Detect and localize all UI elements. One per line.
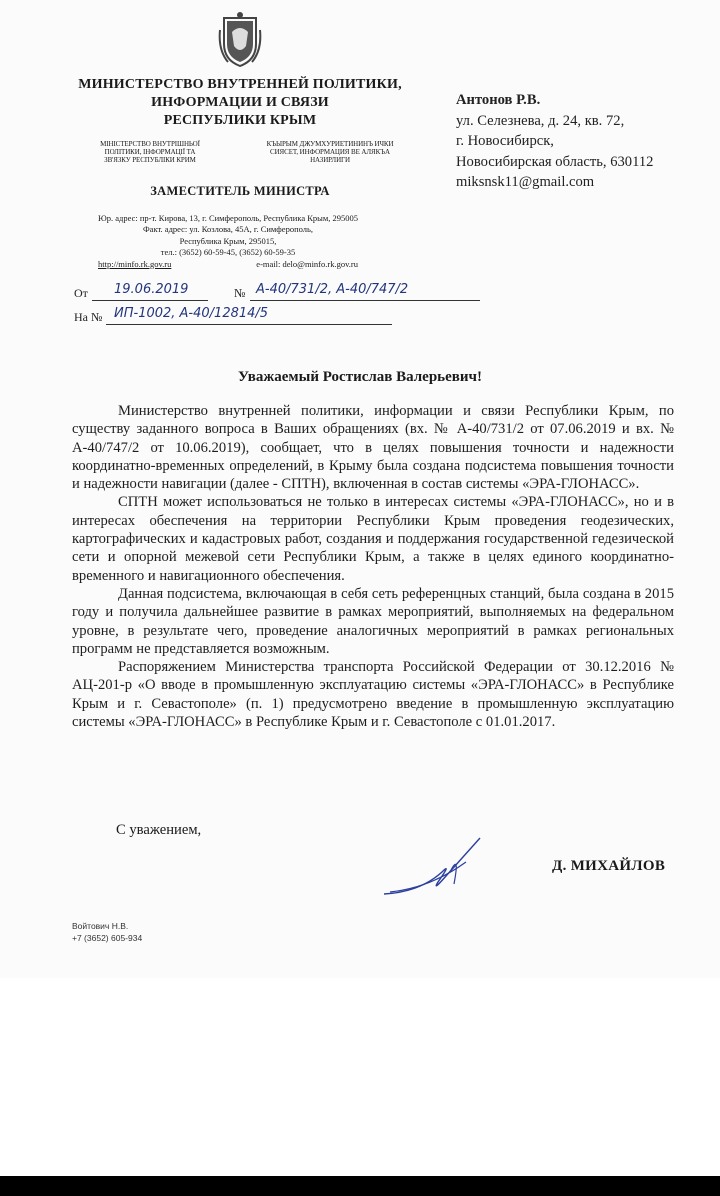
outgoing-date: 19.06.2019	[114, 282, 189, 297]
recipient-region: Новосибирская область, 630112	[456, 153, 654, 170]
number-label: №	[234, 286, 246, 300]
incoming-reference	[74, 306, 394, 330]
outgoing-number: А-40/731/2, А-40/747/2	[256, 282, 409, 297]
body-paragraph-2: СПТН может использоваться не только в интересах системы «ЭРА-ГЛОНАСС», но и в интересах обеспечения на территории Республики Крым проведения геодезических, картографических и кадастровых работ, создания и поддержания государственной гедезической сети и опорной межевой сети Республики Крым, а также в целях единого координатно-временного и навигационного обеспечения.	[72, 494, 674, 584]
salutation: Уважаемый Ростислав Валерьевич!	[238, 369, 482, 385]
signatory-name: Д. МИХАЙЛОВ	[552, 858, 666, 874]
crimea-coat-of-arms-icon	[218, 10, 262, 70]
executor-name: Войтович Н.В.	[72, 921, 129, 931]
reference-block	[74, 282, 409, 330]
org-name-line-3: РЕСПУБЛИКИ КРЫМ	[163, 113, 317, 128]
recipient-email: miksnsk11@gmail.com	[456, 174, 595, 190]
closing: С уважением,	[116, 822, 202, 838]
incoming-number: ИП-1002, А-40/12814/5	[114, 306, 269, 321]
executor-block	[72, 920, 142, 944]
org-name-line-1: МИНИСТЕРСТВО ВНУТРЕННЕЙ ПОЛИТИКИ,	[78, 77, 402, 92]
org-name-ukrainian: МІНІСТЕРСТВО ВНУТРІШНЬОЇ ПОЛІТИКИ, ІНФОРМАЦІЇ ТА ЗВ'ЯЗКУ РЕСПУБЛІКИ КРИМ	[100, 140, 200, 164]
recipient-city: г. Новосибирск,	[456, 133, 554, 149]
body-paragraph-3: Данная подсистема, включающая в себя сеть референцных станций, была создана в 2015 году и получила дальнейшее развитие в рамках мероприятий, выполняемых на федеральном уровне, в результате чего, проведение аналогичных мероприятий в рамках региональных программ не представляется возможным.	[72, 585, 674, 657]
re-label: На №	[74, 310, 103, 324]
ministry-address: Юр. адрес: пр-т. Кирова, 13, г. Симферополь, Республика Крым, 295005 Факт. адрес: ул. Козлова, 45А, г. Симферополь, Республика Крым, 295015, тел.: (3652) 60-59-45, (3652) 60-59-35 http://minfo.rk.gov.ru e-mail: delo@minfo.rk.gov.ru	[98, 213, 359, 269]
recipient-name: Антонов Р.В.	[456, 92, 541, 108]
letter-body	[72, 402, 674, 731]
email-link[interactable]: e-mail: delo@minfo.rk.gov.ru	[256, 258, 358, 269]
deputy-minister-title: ЗАМЕСТИТЕЛЬ МИНИСТРА	[150, 184, 330, 198]
from-label: От	[74, 286, 88, 300]
org-name-translations	[70, 140, 410, 164]
body-paragraph-1: Министерство внутренней политики, информации и связи Республики Крым, по существу заданного вопроса в Ваших обращениях (вх. № А-40/731/2 от 07.06.2019 и вх. № А-40/747/2 от 10.06.2019), сообщает, что в целях повышения точности и надежности координатно-временных определений, в Крыму была создана подсистема повышения точности и надежности навигации (далее - СПТН), включенная в состав системы «ЭРА-ГЛОНАСС».	[72, 403, 674, 493]
website-link[interactable]: http://minfo.rk.gov.ru	[98, 258, 172, 269]
handwritten-signature-icon	[380, 832, 500, 902]
letterhead	[70, 76, 410, 270]
recipient-block	[456, 90, 653, 193]
org-name-line-2: ИНФОРМАЦИИ И СВЯЗИ	[151, 95, 329, 110]
body-paragraph-4: Распоряжением Министерства транспорта Российской Федерации от 30.12.2016 № АЦ-201-р «О вводе в промышленную эксплуатацию системы «ЭРА-ГЛОНАСС» в Республике Крым и г. Севастополе» (п. 1) предусмотрено введение в промышленную эксплуатацию системы «ЭРА-ГЛОНАСС» в Республике Крым и г. Севастополе с 01.01.2017.	[72, 659, 674, 731]
outgoing-reference	[74, 282, 409, 306]
executor-phone: +7 (3652) 605-934	[72, 933, 143, 943]
recipient-street: ул. Селезнева, д. 24, кв. 72,	[456, 112, 625, 129]
navigation-bar	[0, 1176, 720, 1196]
org-name-crimean-tatar: КЪЫРЫМ ДЖУМХУРИЕТИНИНЪ ИЧКИ СИЯСЕТ, ИНФОРМАЦИЯ ВЕ АЛЯКЪА НАЗИРЛИГИ	[266, 140, 394, 164]
